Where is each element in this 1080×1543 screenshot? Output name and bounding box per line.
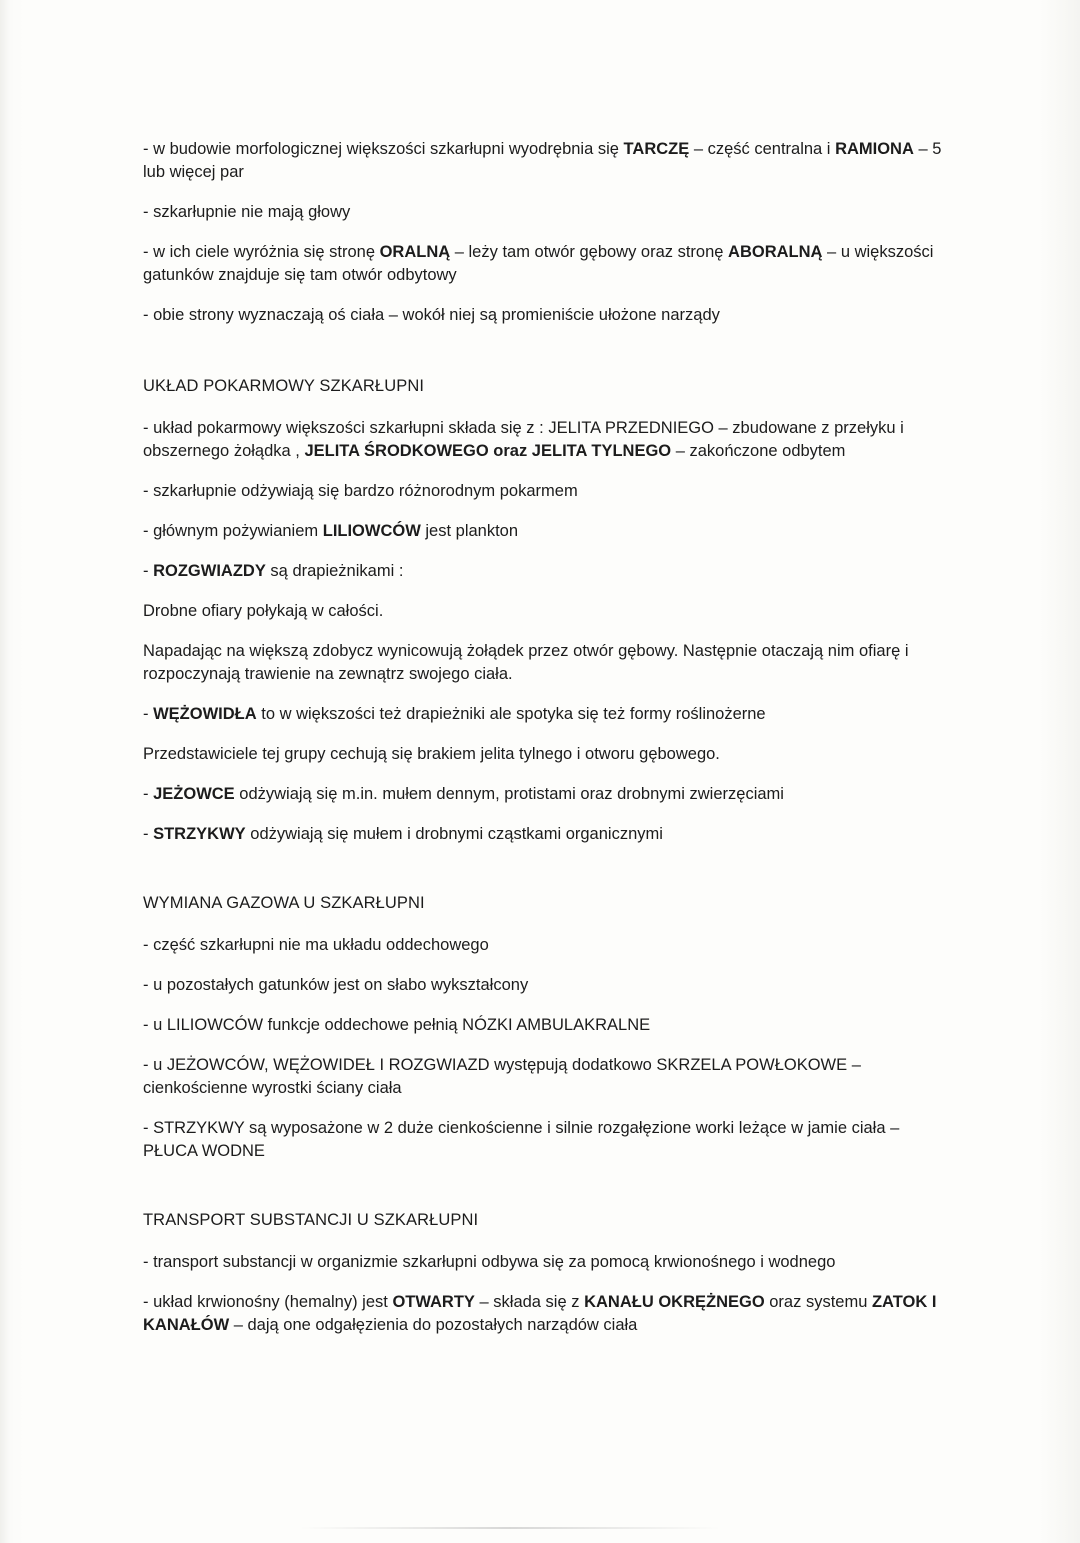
paragraph (143, 1014, 953, 1037)
paragraph (143, 1251, 953, 1274)
section-heading: WYMIANA GAZOWA U SZKARŁUPNI (143, 894, 425, 912)
text-run: - w ich ciele wyróżnia się stronę (143, 243, 380, 261)
text-run: – składa się z (474, 1293, 585, 1311)
section-3 (143, 1209, 953, 1337)
text-run: – dają one odgałęzienia do pozostałych narządów ciała (229, 1316, 638, 1334)
paragraph (143, 304, 953, 327)
paragraph (143, 640, 953, 686)
text-run: - u JEŻOWCÓW, WĘŻOWIDEŁ I ROZGWIAZD występują dodatkowo SKRZELA POWŁOKOWE – cienkościenne wyrostki ściany ciała (143, 1056, 861, 1097)
text-run: - część szkarłupni nie ma układu oddechowego (143, 936, 489, 954)
bold-term: ROZGWIAZDY (153, 562, 266, 580)
bold-term: ZATOK I KANAŁÓW (143, 1293, 937, 1334)
text-run: - szkarłupnie nie mają głowy (143, 203, 351, 221)
bold-term: ORALNĄ (379, 243, 451, 261)
scan-artifact-line (300, 1527, 720, 1529)
paragraph (143, 743, 953, 766)
paragraph (143, 1054, 953, 1100)
text-run: – część centralna i (689, 140, 836, 158)
text-run: to w większości też drapieżniki ale spotyka się też formy roślinożerne (256, 705, 766, 723)
bold-term: WĘŻOWIDŁA (153, 705, 257, 723)
text-run: Przedstawiciele tej grupy cechują się brakiem jelita tylnego i otworu gębowego. (143, 745, 720, 763)
section-2 (143, 892, 953, 1163)
bold-term: JELITA ŚRODKOWEGO oraz JELITA TYLNEGO (304, 442, 672, 460)
text-run: - (143, 562, 154, 580)
bold-term: TARCZĘ (623, 140, 690, 158)
bold-term: STRZYKWY (153, 825, 246, 843)
text-run: jest plankton (420, 522, 519, 540)
text-run: - w budowie morfologicznej większości szkarłupni wyodrębnia się (143, 140, 624, 158)
paragraph (143, 201, 953, 224)
paragraph (143, 823, 953, 846)
text-run: Drobne ofiary połykają w całości. (143, 602, 384, 620)
text-run: - transport substancji w organizmie szkarłupni odbywa się za pomocą krwionośnego i wodnego (143, 1253, 836, 1271)
text-run: - obie strony wyznaczają oś ciała – wokół niej są promieniście ułożone narządy (143, 306, 720, 324)
paragraph (143, 974, 953, 997)
paragraph (143, 1117, 953, 1163)
paragraph (143, 520, 953, 543)
paragraph (143, 783, 953, 806)
text-run: - STRZYKWY są wyposażone w 2 duże cienkościenne i silnie rozgałęzione worki leżące w jamie ciała – PŁUCA WODNE (143, 1119, 900, 1160)
text-run: – zakończone odbytem (671, 442, 846, 460)
text-run: oraz systemu (764, 1293, 872, 1311)
text-run: są drapieżnikami : (265, 562, 404, 580)
bold-term: KANAŁU OKRĘŻNEGO (584, 1293, 765, 1311)
document-body (143, 138, 953, 1354)
text-run: - układ krwionośny (hemalny) jest (143, 1293, 393, 1311)
text-run: - (143, 825, 154, 843)
bold-term: ABORALNĄ (728, 243, 823, 261)
paragraph (143, 480, 953, 503)
text-run: - u LILIOWCÓW funkcje oddechowe pełnią NÓZKI AMBULAKRALNE (143, 1016, 651, 1034)
section-0 (143, 138, 953, 327)
text-run: - układ pokarmowy większości szkarłupni składa się z : JELITA PRZEDNIEGO – zbudowane z przełyku i obszernego żołądka , (143, 419, 904, 460)
text-run: - głównym pożywianiem (143, 522, 323, 540)
text-run: – u większości gatunków znajduje się tam otwór odbytowy (143, 243, 934, 284)
section-1 (143, 375, 953, 846)
text-run: – leży tam otwór gębowy oraz stronę (450, 243, 729, 261)
bold-term: LILIOWCÓW (322, 522, 421, 540)
paragraph (143, 138, 953, 184)
text-run: - szkarłupnie odżywiają się bardzo różnorodnym pokarmem (143, 482, 578, 500)
paragraph (143, 560, 953, 583)
text-run: odżywiają się mułem i drobnymi cząstkami organicznymi (245, 825, 663, 843)
paragraph (143, 703, 953, 726)
section-heading: UKŁAD POKARMOWY SZKARŁUPNI (143, 377, 425, 395)
section-heading: TRANSPORT SUBSTANCJI U SZKARŁUPNI (143, 1211, 479, 1229)
text-run: odżywiają się m.in. mułem dennym, protistami oraz drobnymi zwierzęciami (234, 785, 784, 803)
text-run: Napadając na większą zdobycz wynicowują żołądek przez otwór gębowy. Następnie otaczają nim ofiarę i rozpoczynają trawienie na zewnątrz swojego ciała. (143, 642, 909, 683)
text-run: - u pozostałych gatunków jest on słabo wykształcony (143, 976, 529, 994)
paragraph (143, 1291, 953, 1337)
bold-term: RAMIONA (835, 140, 914, 158)
text-run: - (143, 705, 154, 723)
text-run: – 5 lub więcej par (143, 140, 942, 181)
text-run: - (143, 785, 154, 803)
bold-term: OTWARTY (392, 1293, 475, 1311)
paragraph (143, 600, 953, 623)
paragraph (143, 241, 953, 287)
bold-term: JEŻOWCE (153, 785, 235, 803)
paragraph (143, 934, 953, 957)
paragraph (143, 417, 953, 463)
